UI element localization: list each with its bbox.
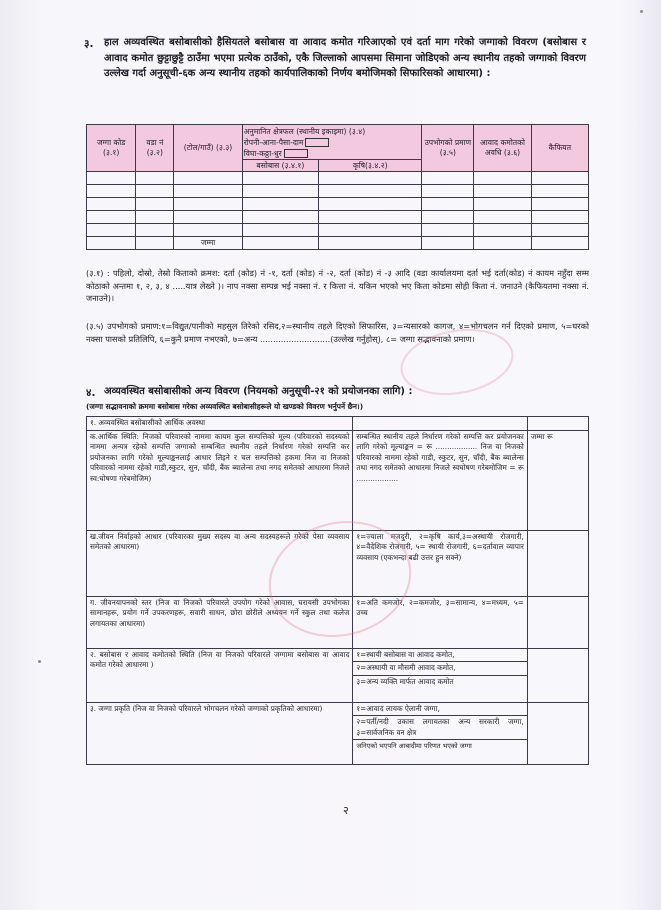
table-row [87, 224, 589, 237]
section-3-heading: हाल अव्यवस्थित बसोबासी‍को हैसियतले बसोबास वा आवाद कमोत गरिआएको एवं दर्ता माग गरेको जग्गाको विवरण (बसोबास र आवाद कमोत छुट्टाछुट्टै ठाउँमा भएमा प्रत्येक ठाउँको, एकै जिल्लाको आपसमा सिमाना जोडिएको अन्य स्थानीय तहको जग्गाको विवरण उल्लेख गर्दा अनुसूची-६क अन्य स्थानीय तहको कार्यपालिकाको निर्णय बमोजिमको सिफारिसको आधारमा) : [104, 37, 586, 79]
note-proof-types: (३.५) उपभोगको प्रमाण:१=विद्युत/पानीको महसुल तिरेको रसिद,२=स्थानीय तहले दिएको सिफारिस, ३=न्यसारको कागज, ४=भोगचलन गर्न दिएको प्रमाण, ५=घरको नक्सा पासको प्रतिलिपि, ६=कुनै प्रमाण नभएको, ७=अन्य ...........................(उल्लेख गर्नुहोस्), ८= जग्गा सद्भावनाको प्रमाण। [86, 321, 589, 344]
col-ward-no: वडा नं (३.२) [136, 125, 174, 172]
row-living-standard: ग. जीवनयापनको स्तर (निज वा निजको परिवारले उपयोग गरेको आवास, घरायसी उपभोगका सामानहरू, प्रयोग गर्ने उपकरणहरू, सवारी साधन, छोरा छोरीले अध्ययन गर्ने स्कुल तथा कलेज लगायतका आधारमा) [87, 596, 353, 648]
row-livelihood: ख.जीवन निर्वाहको आधार (परिवारका मुख्य सदस्य वा अन्य सदस्यहरूले गरेको पेसा व्यवसाय समेतको आधारमा) [87, 530, 353, 596]
col-agriculture: कृषि(३.४.२) [318, 160, 421, 172]
bigha-checkbox[interactable] [284, 149, 308, 158]
ropani-checkbox[interactable] [305, 138, 329, 147]
row-land-nature: ३. जग्गा प्रकृति (निज वा निजको परिवारले भोगचलन गरेको जग्गाको प्रकृतिको आधारमा) [87, 702, 353, 764]
col-duration: आवाद कमोतको अवधि (३.६) [474, 125, 531, 172]
residence-option-2: २=अस्थायी वा मौसमी आवाद कमोत, [353, 662, 526, 676]
table-row [87, 211, 589, 224]
section-4-subheading: (जग्गा सद्भावनाको क्रममा बसोबास गरेका अव्यवस्थित बसोबासीहरूले यो खण्डको विवरण भर्नुपर्ने छैन।) [86, 402, 364, 411]
section-4-heading: अव्यवस्थित बसोबासीको अन्य विवरण (नियमको अनुसूची-२१ को प्रयोजनका लागि) : [104, 386, 413, 397]
col-area-bigha: विघा-कठ्ठा-धुर [244, 148, 421, 159]
row-residence-status: २. बसोबास र आवाद कमोतको स्थिति (निज वा निजको परिवारले जग्गामा बसोबास वा आवाद कमोत गरेको आधारमा ) [87, 648, 353, 702]
row-economic-total: जम्मा रू [527, 430, 588, 530]
total-label: जम्मा [174, 237, 242, 250]
row-land-nature-options [353, 702, 527, 764]
col-area-ropani: रोपनी-आना-पैसा-दाम [244, 137, 421, 148]
table-row [87, 172, 589, 185]
col-remarks: कैफियत [531, 125, 588, 172]
col-tole: (टोल/गाउँ) (३.३) [174, 125, 242, 172]
paper-speck [640, 10, 643, 13]
section-4-number: ४. [86, 387, 96, 399]
col-residence: बसोबास (३.४.१) [242, 160, 318, 172]
residence-option-1: १=स्थायी बसोबास वा आवाद कमोत, [353, 649, 526, 663]
col-proof: उपभोगको प्रमाण (३.५) [422, 125, 474, 172]
land-details-table [86, 124, 589, 250]
residence-option-3: ३=अन्य व्यक्ति मार्फत आवाद कमोत [356, 676, 454, 686]
page-number: २ [343, 804, 349, 817]
col-land-code: जग्गा कोड (३.१) [87, 125, 136, 172]
table-row [87, 185, 589, 198]
land-option-2: २=पर्ती/नदी उकास लगायतका अन्य सरकारी जग्गा, ३=सार्वजनिक वन क्षेत्र [353, 716, 526, 740]
table-total-row [87, 237, 589, 250]
row-economic-title: १. अव्यवस्थित बसोबासीको आर्थिक अवस्था [87, 417, 353, 431]
paper-speck [38, 660, 41, 663]
col-area [242, 125, 422, 160]
land-option-3: जनिएको भएपनि आबादीमा परिणत भएको जग्गा [356, 742, 472, 751]
row-economic-status: क.आर्थिक स्थिति: निजको परिवारको नाममा कायम कुल सम्पत्तिको मूल्य (परिवारको सदस्यको नाममा अन्यत्र रहेको सम्पत्ति जग्गाको सम्बन्धित स्थानीय तहले निर्धारण गरेको सम्पत्ति कर प्रयोजनका लागि गरेको मूल्याङ्कनलाई आधार लिइने र चल सम्पत्तिको हकमा निज वा निजको परिवारको नाममा रहेको गाडी,स्कुटर, सुन, चाँदी, बैंक ब्यालेन्स तथा नगद समेतको आधारमा निजले स्व:घोषणा गरेबमोजिम) [87, 430, 353, 530]
row-livelihood-options: १=ज्याला मजदुरी, २=कृषि कार्य,३=अस्थायी रोजगारी, ४=वैदेशिक रोजगारी, ५= स्थायी रोजगारी, ६=दर्तावाल व्यापार व्यवसाय (एकभन्दा बढी उत्तर हुन सक्ने) [353, 530, 527, 596]
section-3-number: ३. [84, 38, 94, 50]
note-land-code: (३.१) : पहिलो, दोस्रो, तेस्रो किताको क्रमश: दर्ता (कोड) नं -१, दर्ता (कोड) नं -२, दर्ता (कोड) नं -३ आदि (वडा कार्यालयमा दर्ता भई दर्ता(कोड) नं कायम नहुँदा सम्म कोठाको अन्तमा १, २, ३, ४ .....यात्र लेख्ने )। नाप नक्सा सम्पन्न भई नक्सा नं. र कित्ता नं. यकिन भएको भए किता कोडमा सोही किता नं. जनाउने (कैफियतमा नक्सा नं. जनाउने)। [86, 268, 589, 304]
col-area-title: अनुमानित क्षेत्रफल (स्थानीय इकाइमा) (३.४) [243, 126, 366, 136]
table-row [87, 198, 589, 211]
land-option-1: १=आवाद लायक ऐलानी जग्गा, [353, 703, 526, 717]
row-living-standard-options: १=अति कमजोर, २=कमजोर, ३=सामान्य, ४=मध्यम, ५= उच्च [353, 596, 527, 648]
row-residence-options [353, 648, 527, 702]
row-economic-status-value: सम्बन्धित स्थानीय तहले निर्धारण गरेको सम्पत्ति कर प्रयोजनका लागि गरेको मूल्याङ्कन = रू .................. निज वा निजको परिवारको नाममा रहेको गाडी, स्कुटर, सुन, चाँदी, बैंक ब्यालेन्स तथा नगद समेतको आधारमा निजले स्वघोषण गरेबमोजिम = रू .................. [353, 430, 527, 530]
